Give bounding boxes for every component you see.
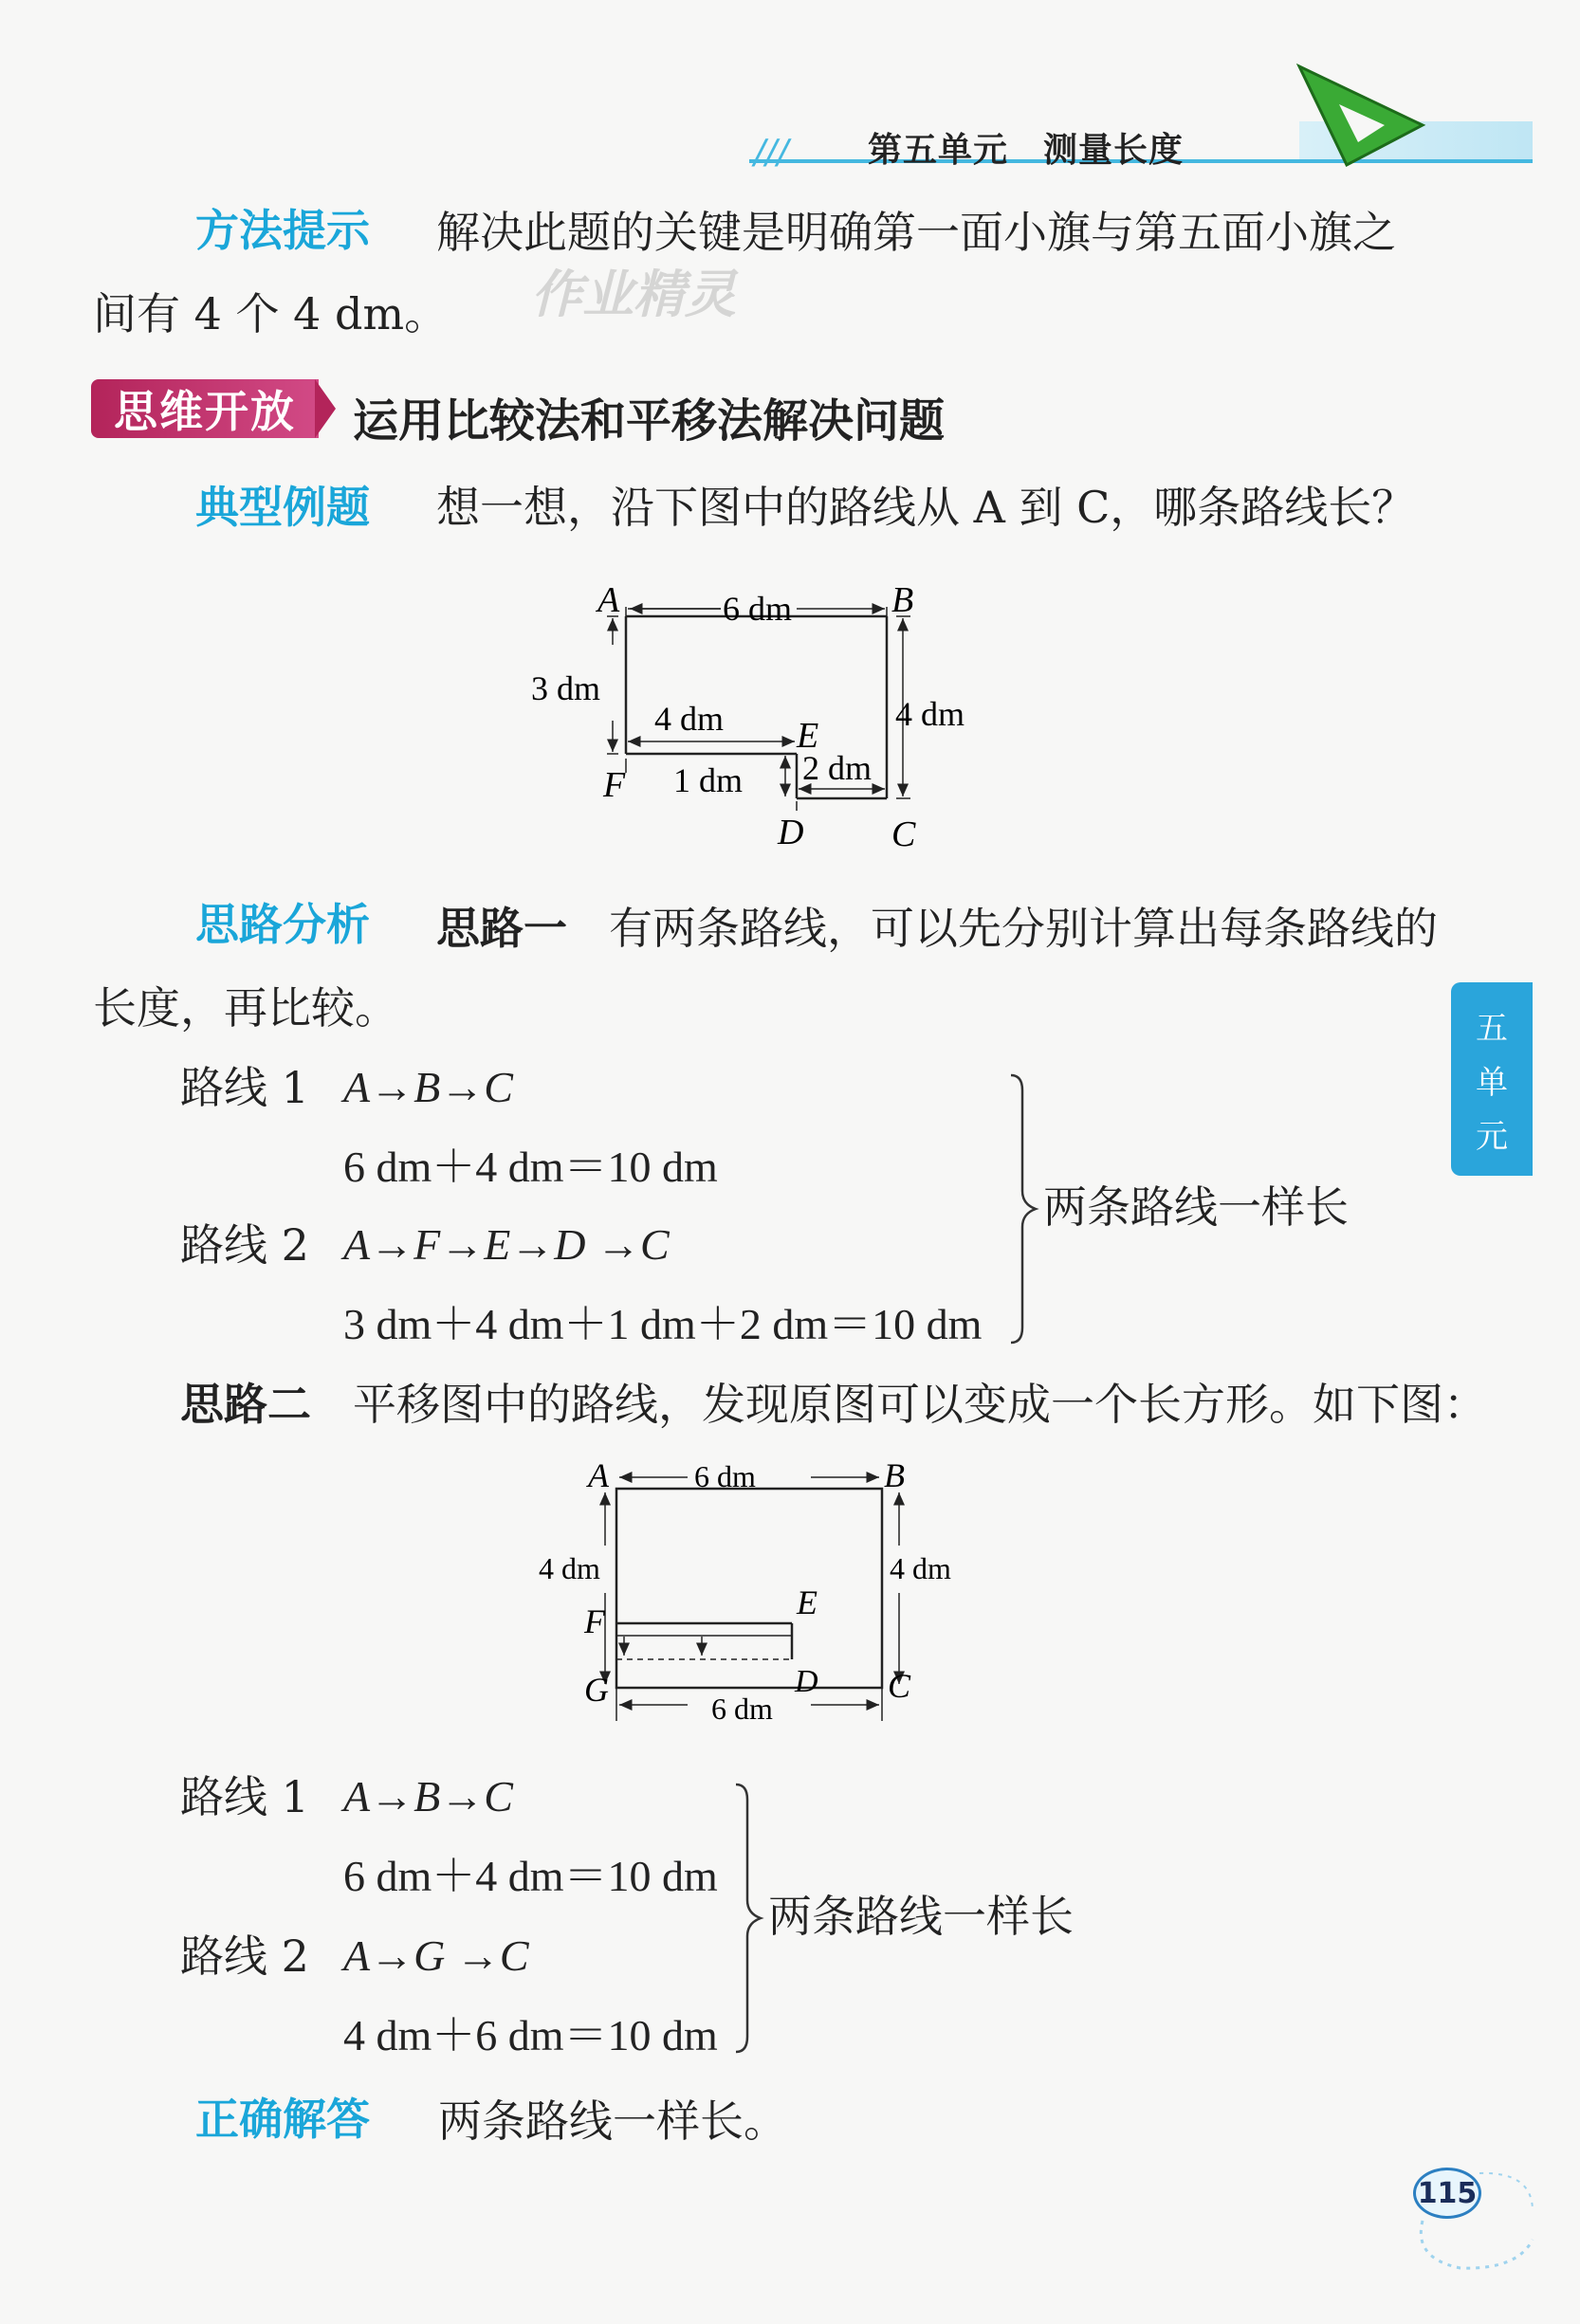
point-e: E xyxy=(797,716,819,756)
header-title: 第五单元 测量长度 xyxy=(868,131,1185,170)
example-question: 想一想，沿下图中的路线从 A 到 C，哪条路线长？ xyxy=(436,482,1416,533)
idea2-title: 思路二 xyxy=(180,1379,311,1430)
block2-route1-calc: 6 dm＋4 dm＝10 dm xyxy=(343,1852,718,1900)
block2-route2-calc: 4 dm＋6 dm＝10 dm xyxy=(343,2011,718,2059)
method-tip-line1: 解决此题的关键是明确第一面小旗与第五面小旗之 xyxy=(436,207,1396,258)
chapter-side-tab xyxy=(1451,982,1533,1176)
side-tab-char-3: 元 xyxy=(1476,1117,1508,1156)
example-label: 典型例题 xyxy=(195,482,370,533)
brace-1 xyxy=(1005,1071,1043,1346)
idea1-line2: 长度，再比较。 xyxy=(93,982,398,1034)
section-tag-tail xyxy=(315,379,336,438)
set-square-icon xyxy=(1290,59,1432,173)
dim-gc: 6 dm xyxy=(711,1692,773,1726)
idea1-title: 思路一 xyxy=(436,903,567,954)
point-b: B xyxy=(891,580,914,620)
dim-fd: 1 dm xyxy=(673,761,744,799)
point-g: G xyxy=(584,1671,609,1709)
dim-ab: 6 dm xyxy=(723,590,793,628)
point-b: B xyxy=(884,1456,905,1494)
block1-route1-label: 路线 1 xyxy=(180,1062,309,1113)
header-slashes: /// xyxy=(754,133,789,172)
block1-route1-calc: 6 dm＋4 dm＝10 dm xyxy=(343,1143,718,1191)
dim-ed: 2 dm xyxy=(802,749,873,787)
answer-text: 两条路线一样长。 xyxy=(438,2095,787,2147)
page-number: 115 xyxy=(1413,2168,1481,2219)
method-tip-line2: 间有 4 个 4 dm。 xyxy=(93,288,449,339)
translated-rectangle xyxy=(616,1489,882,1688)
block2-route2-path: A→G →C xyxy=(343,1931,529,1980)
section-tag: 思维开放 xyxy=(91,379,319,438)
point-e: E xyxy=(797,1583,818,1621)
block2-route2-label: 路线 2 xyxy=(180,1931,309,1982)
page-corner-swirl xyxy=(1404,2164,1536,2278)
idea2-text: 平移图中的路线，发现原图可以变成一个长方形。如下图： xyxy=(353,1379,1487,1430)
analysis-label: 思路分析 xyxy=(195,899,370,950)
point-d: D xyxy=(778,813,804,852)
block2-route1-path: A→B→C xyxy=(343,1772,513,1821)
dim-bc: 4 dm xyxy=(895,695,965,733)
brace-2 xyxy=(730,1781,768,2056)
watermark: 作业精灵 xyxy=(531,265,736,324)
dim-ab: 6 dm xyxy=(694,1459,756,1493)
block2-conclusion: 两条路线一样长 xyxy=(768,1891,1074,1942)
side-tab-char-2: 单 xyxy=(1476,1063,1508,1102)
section-title: 运用比较法和平移法解决问题 xyxy=(353,394,946,448)
block1-route2-label: 路线 2 xyxy=(180,1219,309,1271)
block1-conclusion: 两条路线一样长 xyxy=(1043,1181,1349,1233)
point-d: D xyxy=(795,1664,818,1699)
block1-route2-path: A→F→E→D →C xyxy=(343,1220,670,1269)
dim-ag: 4 dm xyxy=(539,1551,600,1585)
point-c: C xyxy=(888,1667,911,1705)
point-a: A xyxy=(597,580,620,620)
method-tip-label: 方法提示 xyxy=(195,205,370,256)
route-diagram-2 xyxy=(512,1451,1005,1745)
side-tab-char-1: 五 xyxy=(1476,1009,1508,1048)
point-a: A xyxy=(588,1456,609,1494)
point-f: F xyxy=(584,1602,605,1640)
dim-af: 3 dm xyxy=(531,669,601,707)
block2-route1-label: 路线 1 xyxy=(180,1771,309,1822)
answer-label: 正确解答 xyxy=(195,2094,370,2145)
route-diagram-1 xyxy=(512,569,1005,853)
block1-route2-calc: 3 dm＋4 dm＋1 dm＋2 dm＝10 dm xyxy=(343,1300,983,1348)
point-c: C xyxy=(891,814,916,853)
dim-fe: 4 dm xyxy=(654,700,725,738)
point-f: F xyxy=(603,765,626,805)
block1-route1-path: A→B→C xyxy=(343,1063,513,1111)
dim-bc: 4 dm xyxy=(890,1551,951,1585)
idea1-line1: 有两条路线，可以先分别计算出每条路线的 xyxy=(609,903,1438,954)
